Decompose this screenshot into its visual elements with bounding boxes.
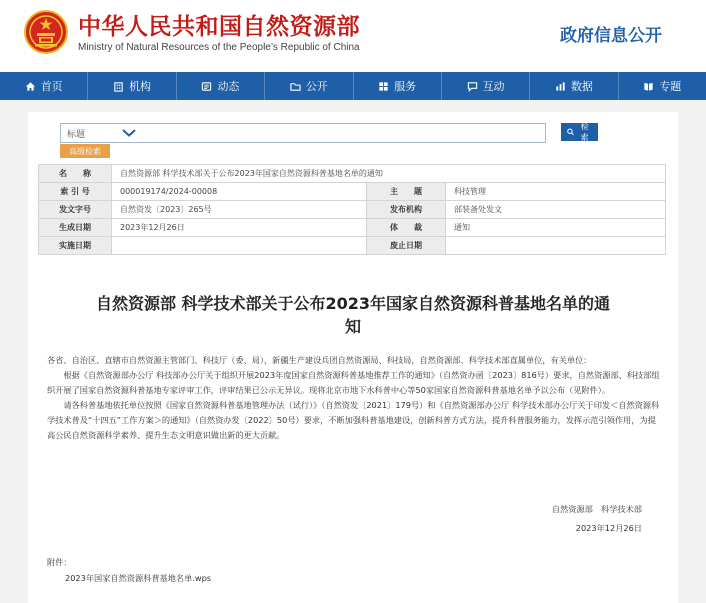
signature-block	[552, 500, 642, 538]
nav-item-public[interactable]	[265, 72, 353, 100]
search-bar	[60, 123, 546, 143]
attachment-label: 附件：	[47, 557, 72, 567]
nav-item-label: 动态	[217, 80, 240, 93]
meta-date-label: 生成日期	[39, 219, 112, 237]
site-header	[0, 0, 706, 72]
meta-issuer-label: 发布机构	[367, 201, 446, 219]
main-nav	[0, 72, 706, 100]
advanced-search-button[interactable]: 高级检索	[60, 144, 110, 158]
nav-item-organization[interactable]	[88, 72, 176, 100]
site-title[interactable]: 中华人民共和国自然资源部	[78, 14, 360, 40]
national-emblem-icon	[24, 10, 68, 54]
content-panel	[28, 112, 678, 603]
nav-item-topics[interactable]	[619, 72, 706, 100]
body-paragraph: 各省、自治区、直辖市自然资源主管部门、科技厅（委、局），新疆生产建设兵团自然资源局、科技局，自然资源部、科学技术部直属单位，有关单位：	[47, 355, 592, 365]
building-icon	[113, 81, 124, 92]
attachment-link[interactable]: 2023年国家自然资源科普基地名单.wps	[65, 573, 212, 583]
meta-name-label: 名 称	[39, 165, 112, 183]
document-body	[47, 353, 663, 443]
search-icon	[567, 128, 574, 136]
chevron-down-icon[interactable]	[121, 127, 137, 138]
nav-item-label: 公开	[305, 80, 328, 93]
nav-item-label: 服务	[394, 80, 417, 93]
meta-doc-no-value: 自然资发〔2023〕265号	[112, 201, 367, 219]
nav-item-label: 互动	[482, 80, 505, 93]
search-button-label: 检索	[580, 122, 589, 142]
nav-item-label: 首页	[40, 80, 63, 93]
news-icon	[201, 81, 212, 92]
search-button[interactable]	[561, 123, 598, 141]
signature-date: 2023年12月26日	[575, 523, 642, 533]
service-icon	[378, 81, 389, 92]
folder-icon	[290, 81, 301, 92]
search-input[interactable]	[145, 125, 539, 141]
search-scope-select[interactable]: 标题	[67, 130, 86, 140]
home-icon	[25, 81, 36, 92]
table-row	[39, 237, 666, 255]
table-row	[39, 183, 666, 201]
meta-topic-value: 科技管理	[446, 183, 666, 201]
chat-icon	[467, 81, 478, 92]
gov-info-heading[interactable]: 政府信息公开	[560, 26, 662, 46]
chart-icon	[555, 81, 566, 92]
meta-topic-label: 主 题	[367, 183, 446, 201]
nav-item-service[interactable]	[354, 72, 442, 100]
nav-item-data[interactable]	[530, 72, 618, 100]
nav-item-interaction[interactable]	[442, 72, 530, 100]
nav-item-label: 机构	[129, 80, 152, 93]
meta-index-label: 索 引 号	[39, 183, 112, 201]
nav-item-news[interactable]	[177, 72, 265, 100]
nav-item-label: 数据	[570, 80, 593, 93]
meta-name-value: 自然资源部 科学技术部关于公布2023年国家自然资源科普基地名单的通知	[112, 165, 666, 183]
meta-genre-value: 通知	[446, 219, 666, 237]
meta-genre-label: 体 裁	[367, 219, 446, 237]
meta-doc-no-label: 发文字号	[39, 201, 112, 219]
table-row	[39, 219, 666, 237]
metadata-table	[38, 164, 666, 255]
meta-expire-label: 废止日期	[367, 237, 446, 255]
table-row	[39, 201, 666, 219]
nav-item-label: 专题	[659, 80, 682, 93]
meta-expire-value	[446, 237, 666, 255]
body-paragraph: 请各科普基地依托单位按照《国家自然资源科普基地管理办法（试行）》（自然资发〔2021〕179号）和《自然资源部办公厅 科学技术部办公厅关于印发＜自然资源科学技术普及“十四五”工作方案＞的通知》（自然资办发〔2022〕50号）要求，不断加强科普基地建设，创新科普方式方法，提升科普服务能力，发挥示范引领作用，为提高公民自然资源科学素养、提升生态文明意识做出新的更大贡献。	[47, 400, 660, 440]
site-title-english: Ministry of Natural Resources of the People’s Republic of China	[78, 42, 360, 53]
meta-date-value: 2023年12月26日	[112, 219, 367, 237]
body-paragraph: 根据《自然资源部办公厅 科技部办公厅关于组织开展2023年度国家自然资源科普基地推荐工作的通知》（自然资办函〔2023〕816号）要求，自然资源部、科技部组织开展了国家自然资源科普基地专家评审工作，评审结果已公示无异议。现将北京市地下水科普中心等50家国家自然资源科普基地名单予以公布（见附件）。	[47, 370, 660, 395]
nav-item-home[interactable]	[0, 72, 88, 100]
meta-effective-value	[112, 237, 367, 255]
document-title: 自然资源部 科学技术部关于公布2023年国家自然资源科普基地名单的通知	[95, 294, 611, 336]
meta-index-value: 000019174/2024-00008	[112, 183, 367, 201]
signature-issuers: 自然资源部 科学技术部	[551, 504, 642, 514]
meta-effective-label: 实施日期	[39, 237, 112, 255]
meta-issuer-value: 部装备处发文	[446, 201, 666, 219]
book-icon	[643, 81, 654, 92]
table-row	[39, 165, 666, 183]
